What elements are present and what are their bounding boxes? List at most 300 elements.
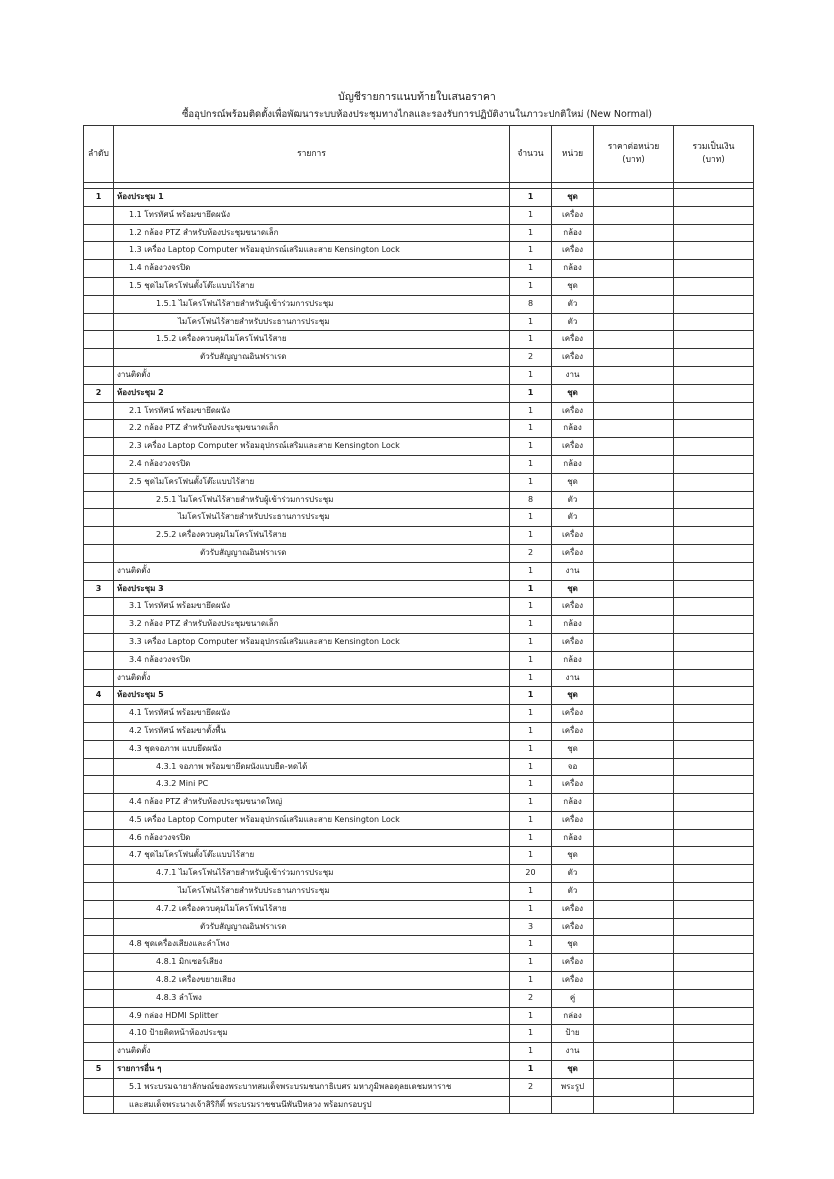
row-total-cell	[674, 633, 754, 651]
row-number-cell	[84, 402, 114, 420]
table-row	[84, 829, 754, 847]
row-unit-price-cell	[594, 776, 674, 794]
row-qty-cell: 1	[510, 384, 552, 402]
row-number-cell	[84, 1025, 114, 1043]
row-total-cell	[674, 794, 754, 812]
row-unit-cell: เครื่อง	[552, 598, 594, 616]
row-item-cell: 5.1 พระบรมฉายาลักษณ์ของพระบาทสมเด็จพระบรมชนกาธิเบศร มหาภูมิพลอดุลยเดชมหาราช	[114, 1078, 510, 1096]
row-item-cell: 3.4 กล้องวงจรปิด	[114, 651, 510, 669]
row-total-cell	[674, 598, 754, 616]
row-number-cell	[84, 883, 114, 901]
row-unit-cell: ตัว	[552, 509, 594, 527]
row-qty-cell: 1	[510, 206, 552, 224]
row-item-cell: งานติดตั้ง	[114, 1043, 510, 1061]
items-table	[83, 125, 754, 1114]
column-header-total-line1: รวมเป็นเงิน	[692, 142, 735, 152]
table-row	[84, 616, 754, 634]
row-unit-cell: ชุด	[552, 277, 594, 295]
row-qty-cell: 20	[510, 865, 552, 883]
table-row	[84, 384, 754, 402]
row-unit-price-cell	[594, 455, 674, 473]
row-unit-price-cell	[594, 277, 674, 295]
row-item-cell: 3.1 โทรทัศน์ พร้อมขายึดผนัง	[114, 598, 510, 616]
row-unit-cell: เครื่อง	[552, 776, 594, 794]
row-unit-price-cell	[594, 883, 674, 901]
row-unit-cell: ชุด	[552, 687, 594, 705]
row-item-cell: 2.5 ชุดไมโครโฟนตั้งโต๊ะแบบไร้สาย	[114, 473, 510, 491]
table-row	[84, 598, 754, 616]
row-unit-price-cell	[594, 1043, 674, 1061]
row-qty-cell: 1	[510, 260, 552, 278]
row-number-cell	[84, 260, 114, 278]
table-row	[84, 1061, 754, 1079]
row-unit-price-cell	[594, 438, 674, 456]
row-item-cell: ห้องประชุม 2	[114, 384, 510, 402]
row-unit-price-cell	[594, 989, 674, 1007]
row-unit-cell: เครื่อง	[552, 438, 594, 456]
row-qty-cell: 1	[510, 242, 552, 260]
row-total-cell	[674, 651, 754, 669]
table-row	[84, 562, 754, 580]
row-unit-cell: เครื่อง	[552, 331, 594, 349]
row-item-cell: 4.1 โทรทัศน์ พร้อมขายึดผนัง	[114, 705, 510, 723]
row-qty-cell: 1	[510, 776, 552, 794]
row-number-cell	[84, 313, 114, 331]
row-unit-price-cell	[594, 829, 674, 847]
table-row	[84, 544, 754, 562]
row-number-cell	[84, 224, 114, 242]
row-unit-price-cell	[594, 847, 674, 865]
column-header-unit: หน่วย	[552, 126, 594, 183]
row-item-cell: 2.2 กล้อง PTZ สำหรับห้องประชุมขนาดเล็ก	[114, 420, 510, 438]
table-header	[84, 126, 754, 189]
row-item-cell: ไมโครโฟนไร้สายสำหรับประธานการประชุม	[114, 509, 510, 527]
row-qty-cell: 1	[510, 331, 552, 349]
row-unit-cell: เครื่อง	[552, 349, 594, 367]
row-item-cell: งานติดตั้ง	[114, 366, 510, 384]
row-number-cell	[84, 669, 114, 687]
row-unit-cell: ชุด	[552, 847, 594, 865]
row-total-cell	[674, 758, 754, 776]
table-row	[84, 366, 754, 384]
row-number-cell	[84, 900, 114, 918]
table-row	[84, 277, 754, 295]
row-item-cell: งานติดตั้ง	[114, 669, 510, 687]
table-row	[84, 189, 754, 207]
column-header-total-line2: (บาท)	[702, 155, 725, 165]
row-unit-price-cell	[594, 260, 674, 278]
row-qty-cell: 1	[510, 277, 552, 295]
row-unit-cell: กล้อง	[552, 829, 594, 847]
row-unit-price-cell	[594, 1096, 674, 1114]
row-unit-cell: ชุด	[552, 189, 594, 207]
row-unit-price-cell	[594, 331, 674, 349]
row-item-cell: 4.8.1 มิกเซอร์เสียง	[114, 954, 510, 972]
row-item-cell: ไมโครโฟนไร้สายสำหรับประธานการประชุม	[114, 313, 510, 331]
row-number-cell	[84, 633, 114, 651]
row-item-cell: 1.1 โทรทัศน์ พร้อมขายึดผนัง	[114, 206, 510, 224]
column-header-no: ลำดับ	[84, 126, 114, 183]
row-qty-cell: 1	[510, 811, 552, 829]
row-total-cell	[674, 883, 754, 901]
row-unit-cell: จอ	[552, 758, 594, 776]
row-total-cell	[674, 580, 754, 598]
row-unit-price-cell	[594, 509, 674, 527]
row-unit-price-cell	[594, 865, 674, 883]
row-unit-cell: ป้าย	[552, 1025, 594, 1043]
row-total-cell	[674, 1043, 754, 1061]
row-total-cell	[674, 277, 754, 295]
row-item-cell: 1.4 กล้องวงจรปิด	[114, 260, 510, 278]
row-unit-price-cell	[594, 669, 674, 687]
row-total-cell	[674, 189, 754, 207]
row-number-cell	[84, 509, 114, 527]
row-item-cell: 1.3 เครื่อง Laptop Computer พร้อมอุปกรณ์เสริมและสาย Kensington Lock	[114, 242, 510, 260]
table-row	[84, 473, 754, 491]
row-total-cell	[674, 224, 754, 242]
row-total-cell	[674, 954, 754, 972]
table-row	[84, 313, 754, 331]
row-number-cell	[84, 206, 114, 224]
row-unit-price-cell	[594, 1061, 674, 1079]
table-row	[84, 776, 754, 794]
row-unit-price-cell	[594, 616, 674, 634]
row-unit-price-cell	[594, 224, 674, 242]
row-unit-price-cell	[594, 206, 674, 224]
row-total-cell	[674, 847, 754, 865]
table-row	[84, 1025, 754, 1043]
row-qty-cell: 8	[510, 295, 552, 313]
table-row	[84, 242, 754, 260]
row-number-cell	[84, 1078, 114, 1096]
table-row	[84, 740, 754, 758]
row-item-cell: 4.7.2 เครื่องควบคุมไมโครโฟนไร้สาย	[114, 900, 510, 918]
row-number-cell	[84, 473, 114, 491]
row-unit-cell: เครื่อง	[552, 722, 594, 740]
row-unit-price-cell	[594, 189, 674, 207]
row-item-cell: ตัวรับสัญญาณอินฟราเรด	[114, 918, 510, 936]
row-unit-price-cell	[594, 918, 674, 936]
table-row	[84, 455, 754, 473]
table-row	[84, 972, 754, 990]
row-unit-cell: งาน	[552, 669, 594, 687]
row-qty-cell: 2	[510, 349, 552, 367]
row-qty-cell: 1	[510, 633, 552, 651]
table-row	[84, 954, 754, 972]
table-row	[84, 633, 754, 651]
row-qty-cell: 1	[510, 420, 552, 438]
table-row	[84, 794, 754, 812]
column-header-unit-price	[594, 126, 674, 183]
row-unit-price-cell	[594, 580, 674, 598]
row-number-cell: 2	[84, 384, 114, 402]
row-total-cell	[674, 1007, 754, 1025]
table-row	[84, 847, 754, 865]
column-header-item: รายการ	[114, 126, 510, 183]
row-item-cell: 4.4 กล้อง PTZ สำหรับห้องประชุมขนาดใหญ่	[114, 794, 510, 812]
row-number-cell	[84, 758, 114, 776]
row-unit-cell: เครื่อง	[552, 811, 594, 829]
row-unit-price-cell	[594, 972, 674, 990]
row-total-cell	[674, 562, 754, 580]
page-title: บัญชีรายการแนบท้ายใบเสนอราคา	[338, 91, 496, 103]
row-item-cell: ไมโครโฟนไร้สายสำหรับประธานการประชุม	[114, 883, 510, 901]
row-number-cell	[84, 331, 114, 349]
row-item-cell: 1.2 กล้อง PTZ สำหรับห้องประชุมขนาดเล็ก	[114, 224, 510, 242]
row-unit-cell: ตัว	[552, 491, 594, 509]
row-unit-cell: เครื่อง	[552, 633, 594, 651]
row-qty-cell: 8	[510, 491, 552, 509]
row-total-cell	[674, 687, 754, 705]
row-unit-cell: กล่อง	[552, 1007, 594, 1025]
row-unit-price-cell	[594, 687, 674, 705]
row-number-cell	[84, 349, 114, 367]
row-unit-cell: งาน	[552, 1043, 594, 1061]
row-number-cell	[84, 544, 114, 562]
table-row	[84, 438, 754, 456]
row-unit-price-cell	[594, 384, 674, 402]
row-unit-cell: เครื่อง	[552, 900, 594, 918]
row-total-cell	[674, 544, 754, 562]
table-row	[84, 722, 754, 740]
row-total-cell	[674, 313, 754, 331]
row-qty-cell: 1	[510, 740, 552, 758]
row-qty-cell: 1	[510, 758, 552, 776]
row-item-cell: ห้องประชุม 3	[114, 580, 510, 598]
table-row	[84, 900, 754, 918]
row-qty-cell: 1	[510, 313, 552, 331]
row-qty-cell	[510, 1096, 552, 1114]
row-number-cell	[84, 811, 114, 829]
row-total-cell	[674, 295, 754, 313]
row-total-cell	[674, 491, 754, 509]
row-total-cell	[674, 473, 754, 491]
table-row	[84, 402, 754, 420]
row-total-cell	[674, 1061, 754, 1079]
row-qty-cell: 2	[510, 989, 552, 1007]
row-number-cell	[84, 954, 114, 972]
row-qty-cell: 1	[510, 794, 552, 812]
row-qty-cell: 1	[510, 455, 552, 473]
row-number-cell	[84, 616, 114, 634]
row-total-cell	[674, 811, 754, 829]
row-unit-price-cell	[594, 473, 674, 491]
table-row	[84, 331, 754, 349]
row-number-cell	[84, 455, 114, 473]
row-total-cell	[674, 349, 754, 367]
table-row	[84, 420, 754, 438]
table-row	[84, 651, 754, 669]
row-unit-cell: กล้อง	[552, 420, 594, 438]
row-item-cell: 2.3 เครื่อง Laptop Computer พร้อมอุปกรณ์เสริมและสาย Kensington Lock	[114, 438, 510, 456]
row-number-cell	[84, 366, 114, 384]
row-item-cell: 4.5 เครื่อง Laptop Computer พร้อมอุปกรณ์เสริมและสาย Kensington Lock	[114, 811, 510, 829]
row-total-cell	[674, 420, 754, 438]
row-unit-price-cell	[594, 633, 674, 651]
row-qty-cell: 1	[510, 651, 552, 669]
row-qty-cell: 1	[510, 402, 552, 420]
row-unit-price-cell	[594, 1007, 674, 1025]
row-number-cell	[84, 847, 114, 865]
row-item-cell: 4.7 ชุดไมโครโฟนตั้งโต๊ะแบบไร้สาย	[114, 847, 510, 865]
row-total-cell	[674, 972, 754, 990]
row-unit-price-cell	[594, 722, 674, 740]
row-qty-cell: 1	[510, 1007, 552, 1025]
row-total-cell	[674, 722, 754, 740]
table-row	[84, 687, 754, 705]
table-row	[84, 260, 754, 278]
row-unit-price-cell	[594, 313, 674, 331]
table-row	[84, 811, 754, 829]
row-unit-price-cell	[594, 349, 674, 367]
table-row	[84, 758, 754, 776]
row-number-cell	[84, 936, 114, 954]
row-unit-price-cell	[594, 527, 674, 545]
row-item-cell: ห้องประชุม 1	[114, 189, 510, 207]
row-number-cell	[84, 651, 114, 669]
row-number-cell	[84, 562, 114, 580]
row-item-cell: 4.8.2 เครื่องขยายเสียง	[114, 972, 510, 990]
page-subtitle: ซื้ออุปกรณ์พร้อมติดตั้งเพื่อพัฒนาระบบห้องประชุมทางไกลและรองรับการปฏิบัติงานในภาวะปกติใหม่ (New Normal)	[181, 109, 653, 120]
row-total-cell	[674, 366, 754, 384]
row-unit-price-cell	[594, 811, 674, 829]
row-unit-cell: ตัว	[552, 313, 594, 331]
row-item-cell: ห้องประชุม 5	[114, 687, 510, 705]
row-item-cell: งานติดตั้ง	[114, 562, 510, 580]
row-item-cell: 4.9 กล่อง HDMI Splitter	[114, 1007, 510, 1025]
row-number-cell	[84, 740, 114, 758]
row-qty-cell: 1	[510, 900, 552, 918]
table-row	[84, 295, 754, 313]
row-total-cell	[674, 829, 754, 847]
row-item-cell: 2.4 กล้องวงจรปิด	[114, 455, 510, 473]
row-item-cell: 4.2 โทรทัศน์ พร้อมขาตั้งพื้น	[114, 722, 510, 740]
row-unit-cell: กล้อง	[552, 260, 594, 278]
row-unit-cell: ชุด	[552, 473, 594, 491]
row-total-cell	[674, 740, 754, 758]
row-qty-cell: 1	[510, 438, 552, 456]
row-unit-cell: งาน	[552, 562, 594, 580]
row-number-cell	[84, 242, 114, 260]
row-qty-cell: 1	[510, 616, 552, 634]
table-row	[84, 527, 754, 545]
column-header-total	[674, 126, 754, 183]
row-total-cell	[674, 989, 754, 1007]
row-total-cell	[674, 509, 754, 527]
row-qty-cell: 1	[510, 1043, 552, 1061]
table-row	[84, 349, 754, 367]
row-unit-cell: ตัว	[552, 865, 594, 883]
table-row	[84, 989, 754, 1007]
row-qty-cell: 1	[510, 580, 552, 598]
row-item-cell: 4.10 ป้ายติดหน้าห้องประชุม	[114, 1025, 510, 1043]
table-row	[84, 509, 754, 527]
row-unit-price-cell	[594, 758, 674, 776]
row-number-cell	[84, 491, 114, 509]
row-total-cell	[674, 918, 754, 936]
row-number-cell	[84, 277, 114, 295]
table-row	[84, 1078, 754, 1096]
row-unit-cell: เครื่อง	[552, 954, 594, 972]
row-item-cell: 2.1 โทรทัศน์ พร้อมขายึดผนัง	[114, 402, 510, 420]
row-unit-price-cell	[594, 936, 674, 954]
table-row	[84, 918, 754, 936]
table-row	[84, 206, 754, 224]
row-item-cell: 4.3.1 จอภาพ พร้อมขายึดผนังแบบยืด-หดได้	[114, 758, 510, 776]
row-unit-price-cell	[594, 740, 674, 758]
row-qty-cell: 1	[510, 224, 552, 242]
row-total-cell	[674, 776, 754, 794]
table-row	[84, 936, 754, 954]
table-row	[84, 705, 754, 723]
row-unit-price-cell	[594, 705, 674, 723]
row-qty-cell: 1	[510, 1061, 552, 1079]
row-number-cell	[84, 989, 114, 1007]
row-unit-cell: ชุด	[552, 1061, 594, 1079]
row-qty-cell: 1	[510, 972, 552, 990]
row-total-cell	[674, 616, 754, 634]
row-number-cell	[84, 829, 114, 847]
row-qty-cell: 2	[510, 544, 552, 562]
row-number-cell	[84, 1043, 114, 1061]
row-item-cell: รายการอื่น ๆ	[114, 1061, 510, 1079]
row-unit-price-cell	[594, 598, 674, 616]
column-header-unit-price-line2: (บาท)	[622, 155, 645, 165]
row-total-cell	[674, 1025, 754, 1043]
row-item-cell: 1.5 ชุดไมโครโฟนตั้งโต๊ะแบบไร้สาย	[114, 277, 510, 295]
row-unit-price-cell	[594, 295, 674, 313]
row-item-cell: 2.5.1 ไมโครโฟนไร้สายสำหรับผู้เข้าร่วมการประชุม	[114, 491, 510, 509]
row-qty-cell: 1	[510, 883, 552, 901]
row-qty-cell: 3	[510, 918, 552, 936]
row-number-cell	[84, 776, 114, 794]
row-qty-cell: 1	[510, 669, 552, 687]
row-total-cell	[674, 669, 754, 687]
row-number-cell: 4	[84, 687, 114, 705]
row-qty-cell: 1	[510, 847, 552, 865]
row-unit-price-cell	[594, 1078, 674, 1096]
row-unit-price-cell	[594, 366, 674, 384]
row-unit-cell: ตัว	[552, 883, 594, 901]
table-row	[84, 865, 754, 883]
row-unit-cell: เครื่อง	[552, 972, 594, 990]
row-unit-cell: ชุด	[552, 740, 594, 758]
row-total-cell	[674, 206, 754, 224]
row-qty-cell: 1	[510, 473, 552, 491]
table-body	[84, 189, 754, 1114]
row-number-cell: 5	[84, 1061, 114, 1079]
column-header-unit-price-line1: ราคาต่อหน่วย	[607, 142, 660, 152]
row-total-cell	[674, 331, 754, 349]
row-unit-cell: เครื่อง	[552, 402, 594, 420]
row-unit-cell: เครื่อง	[552, 918, 594, 936]
row-total-cell	[674, 900, 754, 918]
row-number-cell	[84, 420, 114, 438]
row-qty-cell: 1	[510, 527, 552, 545]
row-number-cell	[84, 295, 114, 313]
table-row	[84, 1007, 754, 1025]
row-item-cell: 4.8 ชุดเครื่องเสียงและลำโพง	[114, 936, 510, 954]
row-unit-price-cell	[594, 1025, 674, 1043]
row-item-cell: 4.3 ชุดจอภาพ แบบยึดผนัง	[114, 740, 510, 758]
row-total-cell	[674, 260, 754, 278]
row-number-cell: 1	[84, 189, 114, 207]
row-qty-cell: 1	[510, 562, 552, 580]
row-item-cell: ตัวรับสัญญาณอินฟราเรด	[114, 349, 510, 367]
row-number-cell	[84, 794, 114, 812]
row-total-cell	[674, 242, 754, 260]
row-qty-cell: 2	[510, 1078, 552, 1096]
